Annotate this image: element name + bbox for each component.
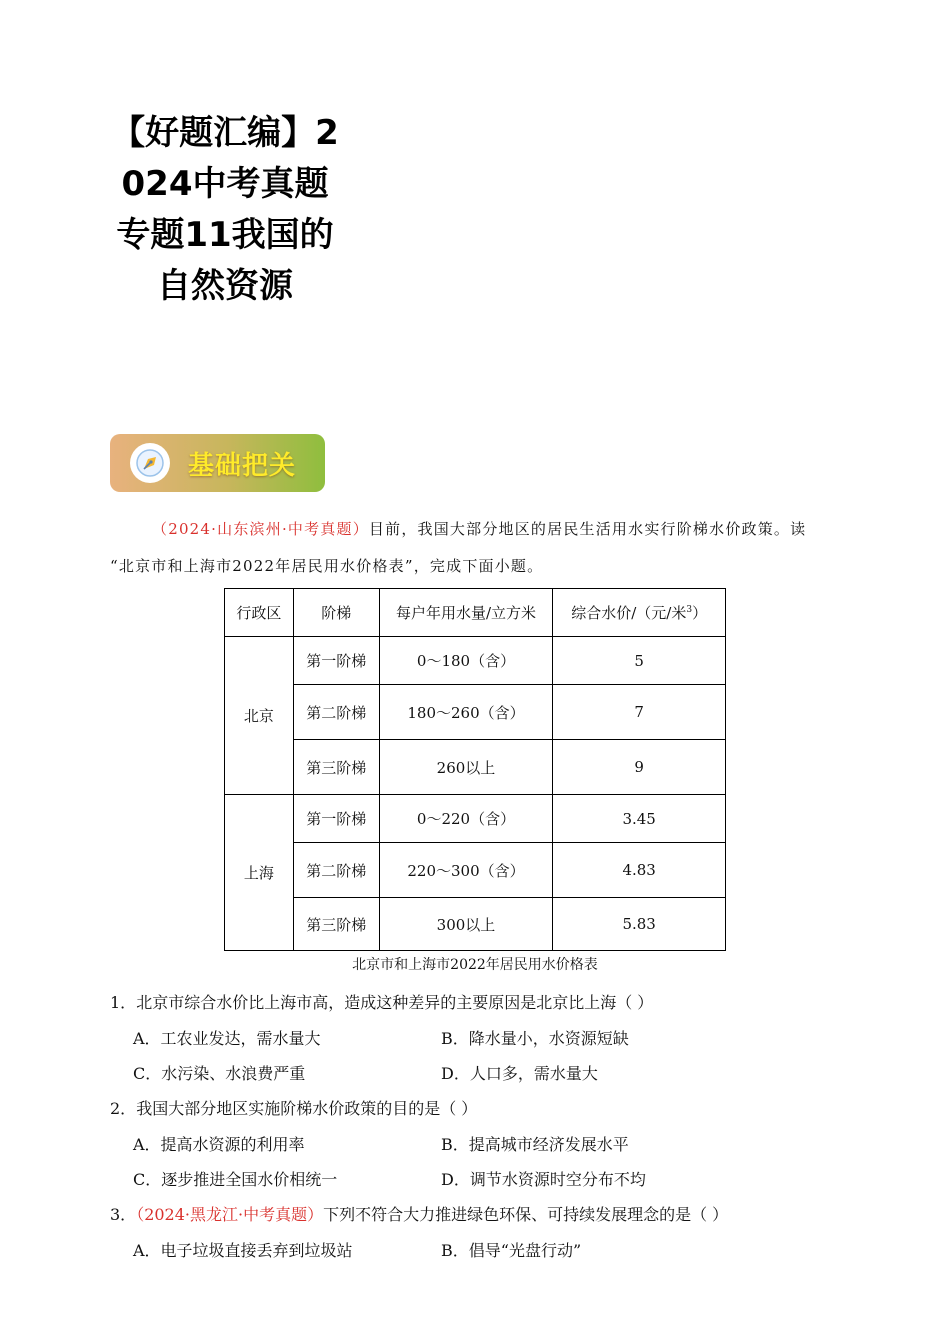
option-c: C．逐步推进全国水价相统一 bbox=[133, 1170, 338, 1189]
option-d: D．人口多，需水量大 bbox=[441, 1064, 598, 1083]
question-text: 我国大部分地区实施阶梯水价政策的目的是（ ） bbox=[136, 1099, 478, 1118]
question-number: 3． bbox=[110, 1205, 137, 1224]
table-row bbox=[225, 637, 726, 685]
option-a: A．工农业发达，需水量大 bbox=[133, 1029, 321, 1048]
table-row bbox=[225, 898, 726, 951]
question-number: 2． bbox=[110, 1099, 137, 1118]
intro-text-1: 目前，我国大部分地区的居民生活用水实行阶梯水价政策。读 bbox=[368, 520, 807, 538]
price-cell: 7 bbox=[553, 685, 726, 740]
option-d: D．调节水资源时空分布不均 bbox=[441, 1170, 646, 1189]
pen-nib-icon bbox=[130, 443, 170, 483]
question-text: 北京市综合水价比上海市高，造成这种差异的主要原因是北京比上海（ ） bbox=[136, 993, 654, 1012]
region-cell: 北京 bbox=[225, 637, 294, 795]
section-label: 基础把关 bbox=[188, 450, 297, 481]
table-row bbox=[225, 795, 726, 843]
table-row bbox=[225, 740, 726, 795]
price-cell: 4.83 bbox=[553, 843, 726, 898]
header-price: 综合水价/（元/米$^3$） bbox=[553, 589, 726, 637]
option-b: B．倡导“光盘行动” bbox=[441, 1241, 582, 1260]
water-price-table bbox=[224, 588, 726, 951]
table-caption: 北京市和上海市2022年居民用水价格表 bbox=[352, 957, 598, 973]
header-tier: 阶梯 bbox=[293, 589, 379, 637]
price-cell: 9 bbox=[553, 740, 726, 795]
region-cell: 上海 bbox=[225, 795, 294, 951]
option-a: A．电子垃圾直接丢弃到垃圾站 bbox=[133, 1241, 353, 1260]
tier-cell: 第二阶梯 bbox=[293, 843, 379, 898]
header-usage: 每户年用水量/立方米 bbox=[379, 589, 553, 637]
question-1 bbox=[110, 990, 653, 1013]
price-cell: 5.83 bbox=[553, 898, 726, 951]
document-title: 【好题汇编】2024中考真题专题11我国的自然资源 bbox=[111, 113, 339, 306]
intro-line-1 bbox=[110, 511, 840, 547]
tier-cell: 第三阶梯 bbox=[293, 898, 379, 951]
usage-cell: 180～260（含） bbox=[379, 685, 553, 740]
price-cell: 5 bbox=[553, 637, 726, 685]
tier-cell: 第二阶梯 bbox=[293, 685, 379, 740]
section-badge bbox=[110, 434, 325, 492]
table-header-row bbox=[225, 589, 726, 637]
usage-cell: 300以上 bbox=[379, 898, 553, 951]
usage-cell: 0～220（含） bbox=[379, 795, 553, 843]
table-row bbox=[225, 685, 726, 740]
tier-cell: 第一阶梯 bbox=[293, 795, 379, 843]
question-3 bbox=[110, 1202, 728, 1225]
option-a: A．提高水资源的利用率 bbox=[133, 1135, 305, 1154]
question-2 bbox=[110, 1096, 477, 1119]
intro-line-2: “北京市和上海市2022年居民用水价格表”，完成下面小题。 bbox=[110, 557, 544, 575]
usage-cell: 0～180（含） bbox=[379, 637, 553, 685]
option-b: B．提高城市经济发展水平 bbox=[441, 1135, 629, 1154]
tier-cell: 第一阶梯 bbox=[293, 637, 379, 685]
question-text: 下列不符合大力推进绿色环保、可持续发展理念的是（ ） bbox=[323, 1205, 729, 1224]
question-source: （2024·黑龙江·中考真题） bbox=[136, 1205, 324, 1224]
tier-cell: 第三阶梯 bbox=[293, 740, 379, 795]
usage-cell: 260以上 bbox=[379, 740, 553, 795]
usage-cell: 220～300（含） bbox=[379, 843, 553, 898]
option-b: B．降水量小，水资源短缺 bbox=[441, 1029, 629, 1048]
price-cell: 3.45 bbox=[553, 795, 726, 843]
option-c: C．水污染、水浪费严重 bbox=[133, 1064, 306, 1083]
question-number: 1． bbox=[110, 993, 137, 1012]
intro-source: （2024·山东滨州·中考真题） bbox=[152, 520, 369, 538]
header-region: 行政区 bbox=[225, 589, 294, 637]
table-row bbox=[225, 843, 726, 898]
